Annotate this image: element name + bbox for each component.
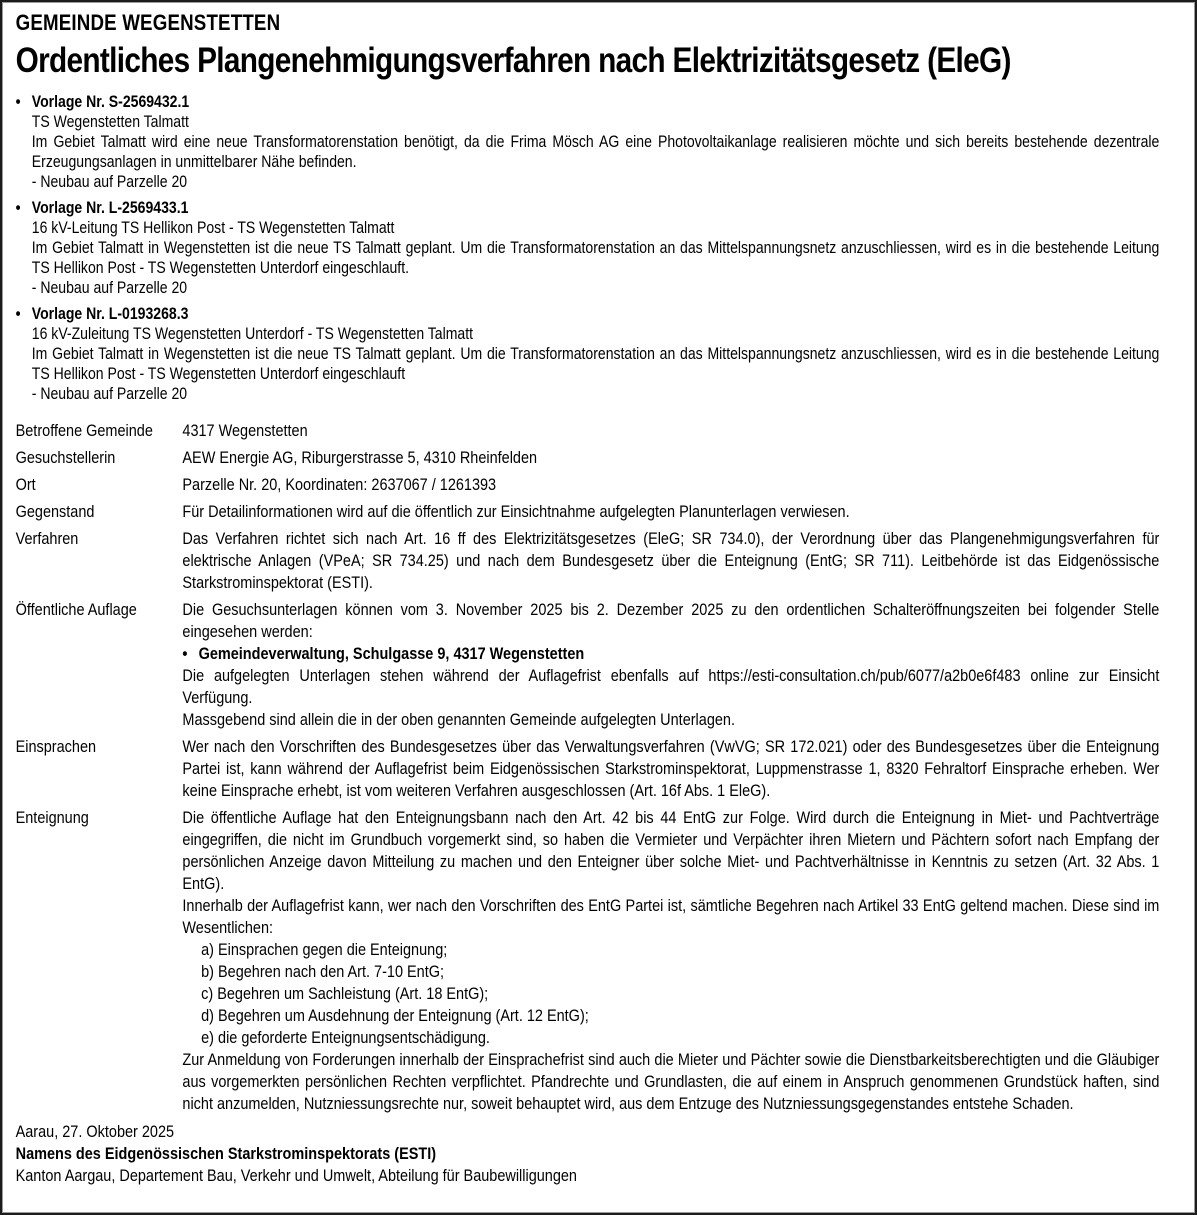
detail-label: Enteignung: [15, 808, 89, 827]
page-footer: [16, 1121, 1160, 1187]
detail-value: [182, 599, 1159, 731]
detail-value: [182, 807, 1159, 1115]
footer-department: Kanton Aargau, Departement Bau, Verkehr und Umwelt, Abteilung für Baubewilligungen: [15, 1166, 577, 1185]
auflage-massgebend: Massgebend sind allein die in der oben genannten Gemeinde aufgelegten Unterlagen.: [182, 710, 735, 729]
enteignung-list-item: b) Begehren nach den Art. 7-10 EntG;: [201, 962, 445, 981]
proposal-number: Vorlage Nr. L-2569433.1: [31, 199, 189, 217]
bullet-icon: •: [15, 305, 21, 323]
proposal-name: TS Wegenstetten Talmatt: [31, 113, 189, 131]
notice-content: [2, 2, 1173, 1187]
proposal-description: Im Gebiet Talmatt in Wegenstetten ist die neue TS Talmatt geplant. Um die Transformatorenstation an das Mittelspannungsnetz anzuschliessen, wird es in die bestehende Leitung TS Hellikon Post - TS Wegenstetten Unterdorf eingeschlauft.: [31, 239, 1160, 277]
detail-row-gesuchstellerin: [16, 447, 1160, 469]
proposal-number-line: [16, 198, 1160, 218]
enteignung-list-item: d) Begehren um Ausdehnung der Enteignung (Art. 12 EntG);: [201, 1006, 589, 1025]
detail-row-enteignung: [16, 807, 1160, 1115]
enteignung-para2: Innerhalb der Auflagefrist kann, wer nach den Vorschriften des EntG Partei ist, sämtliche Begehren nach Artikel 33 EntG geltend machen. Diese sind im Wesentlichen:: [182, 896, 1160, 937]
detail-value: Für Detailinformationen wird auf die öffentlich zur Einsichtnahme aufgelegten Planunterlagen verwiesen.: [182, 502, 850, 521]
proposal-description: Im Gebiet Talmatt in Wegenstetten ist die neue TS Talmatt geplant. Um die Transformatorenstation an das Mittelspannungsnetz anzuschliessen, wird es in die bestehende Leitung TS Hellikon Post - TS Wegenstetten Unterdorf eingeschlauft: [31, 345, 1160, 383]
enteignung-list-item: e) die geforderte Enteignungsentschädigung.: [201, 1028, 490, 1047]
detail-label: Verfahren: [15, 529, 79, 548]
footer-authority: Namens des Eidgenössischen Starkstrominspektorats (ESTI): [15, 1144, 437, 1163]
page-header: [16, 10, 1160, 82]
proposal-note: - Neubau auf Parzelle 20: [31, 173, 188, 191]
einsprachen-paragraph: Wer nach den Vorschriften des Bundesgesetzes über das Verwaltungsverfahren (VwVG; SR 172.021) oder des Bundesgesetzes über die Enteignung Partei ist, kann während der Auflagefrist beim Eidgenössischen Starkstrominspektorat, Luppmenstrasse 1, 8320 Fehraltorf Einsprache erheben. Wer keine Einsprache erhebt, ist vom weiteren Verfahren ausgeschlossen (Art. 16f Abs. 1 EleG).: [182, 737, 1160, 800]
detail-label: Gesuchstellerin: [15, 448, 116, 467]
detail-row-gegenstand: [16, 501, 1160, 523]
bullet-icon: •: [15, 93, 21, 111]
page-title: Ordentliches Plangenehmigungsverfahren nach Elektrizitätsgesetz (EleG): [15, 41, 1011, 80]
detail-label: Einsprachen: [15, 737, 97, 756]
detail-value: 4317 Wegenstetten: [182, 421, 308, 440]
detail-label: Ort: [15, 475, 36, 494]
proposals-section: [16, 92, 1160, 404]
proposal-item: [16, 304, 1160, 404]
verfahren-paragraph: Das Verfahren richtet sich nach Art. 16 ff des Elektrizitätsgesetzes (EleG; SR 734.0), der Verordnung über das Plangenehmigungsverfahren für elektrische Anlagen (VPeA; SR 734.25) und nach dem Bundesgesetz über die Enteignung (EntG; SR 711). Leitbehörde ist das Eidgenössische Starkstrominspektorat (ESTI).: [182, 529, 1160, 592]
bullet-icon: •: [15, 199, 21, 217]
proposal-number-line: [16, 92, 1160, 112]
auflage-online: Die aufgelegten Unterlagen stehen während der Auflagefrist ebenfalls auf https://esti-consultation.ch/pub/6077/a2b0e6f483 online zur Einsicht Verfügung.: [182, 666, 1160, 707]
detail-value: [182, 528, 1159, 594]
municipality-heading: GEMEINDE WEGENSTETTEN: [15, 10, 281, 35]
proposal-note: - Neubau auf Parzelle 20: [31, 385, 188, 403]
footer-dateline: Aarau, 27. Oktober 2025: [15, 1122, 175, 1141]
proposal-item: [16, 92, 1160, 192]
detail-label: Öffentliche Auflage: [15, 600, 137, 619]
detail-value: [182, 736, 1159, 802]
auflage-place-line: [182, 643, 1159, 665]
enteignung-list-item: c) Begehren um Sachleistung (Art. 18 EntG);: [201, 984, 489, 1003]
detail-row-einsprachen: [16, 736, 1160, 802]
enteignung-para3: Zur Anmeldung von Forderungen innerhalb der Einsprachefrist sind auch die Mieter und Pächter sowie die Dienstbarkeitsberechtigten und die Gläubiger aus vorgemerkten persönlichen Rechten verpflichtet. Pfandrechte und Grundlasten, die auf einem in Anspruch genommenen Grundstück haften, sind nicht anzumelden, Nutzniessungsrechte nur, soweit behauptet wird, aus dem Entzuge des Nutzniessungsgegenstandes entstehe Schaden.: [182, 1050, 1160, 1113]
enteignung-list-item: a) Einsprachen gegen die Enteignung;: [201, 940, 448, 959]
detail-value: Parzelle Nr. 20, Koordinaten: 2637067 / 1261393: [182, 475, 497, 494]
enteignung-para1: Die öffentliche Auflage hat den Enteignungsbann nach den Art. 42 bis 44 EntG zur Folge. Wird durch die Enteignung in Miet- und Pachtverträge eingegriffen, die nicht im Grundbuch vorgemerkt sind, so haben die Vermieter und Verpächter ihren Mietern und Pächtern sofort nach Empfang der persönlichen Anzeige davon Mitteilung zu machen und den Enteigner über solche Miet- und Pachtverhältnisse in Kenntnis zu setzen (Art. 32 Abs. 1 EntG).: [182, 808, 1160, 893]
detail-label: Betroffene Gemeinde: [15, 421, 153, 440]
proposal-number: Vorlage Nr. L-0193268.3: [31, 305, 189, 323]
detail-row-auflage: [16, 599, 1160, 731]
details-section: [16, 420, 1160, 1115]
proposal-name: 16 kV-Zuleitung TS Wegenstetten Unterdorf - TS Wegenstetten Talmatt: [31, 325, 474, 343]
enteignung-list: [182, 939, 1159, 1049]
proposal-note: - Neubau auf Parzelle 20: [31, 279, 188, 297]
proposal-description: Im Gebiet Talmatt wird eine neue Transformatorenstation benötigt, da die Frima Mösch AG eine Photovoltaikanlage realisieren möchte und sich bereits bestehende dezentrale Erzeugungsanlagen in unmittelbarer Nähe befinden.: [31, 133, 1160, 171]
proposal-number: Vorlage Nr. S-2569432.1: [31, 93, 190, 111]
detail-value: AEW Energie AG, Riburgerstrasse 5, 4310 Rheinfelden: [182, 448, 538, 467]
bullet-icon: •: [182, 644, 188, 663]
proposal-name: 16 kV-Leitung TS Hellikon Post - TS Wegenstetten Talmatt: [31, 219, 395, 237]
detail-row-verfahren: [16, 528, 1160, 594]
detail-row-gemeinde: [16, 420, 1160, 442]
detail-label: Gegenstand: [15, 502, 95, 521]
proposal-item: [16, 198, 1160, 298]
auflage-place: Gemeindeverwaltung, Schulgasse 9, 4317 Wegenstetten: [198, 644, 585, 663]
auflage-intro: Die Gesuchsunterlagen können vom 3. November 2025 bis 2. Dezember 2025 zu den ordentlichen Schalteröffnungszeiten bei folgender Stelle eingesehen werden:: [182, 600, 1160, 641]
proposal-number-line: [16, 304, 1160, 324]
detail-row-ort: [16, 474, 1160, 496]
